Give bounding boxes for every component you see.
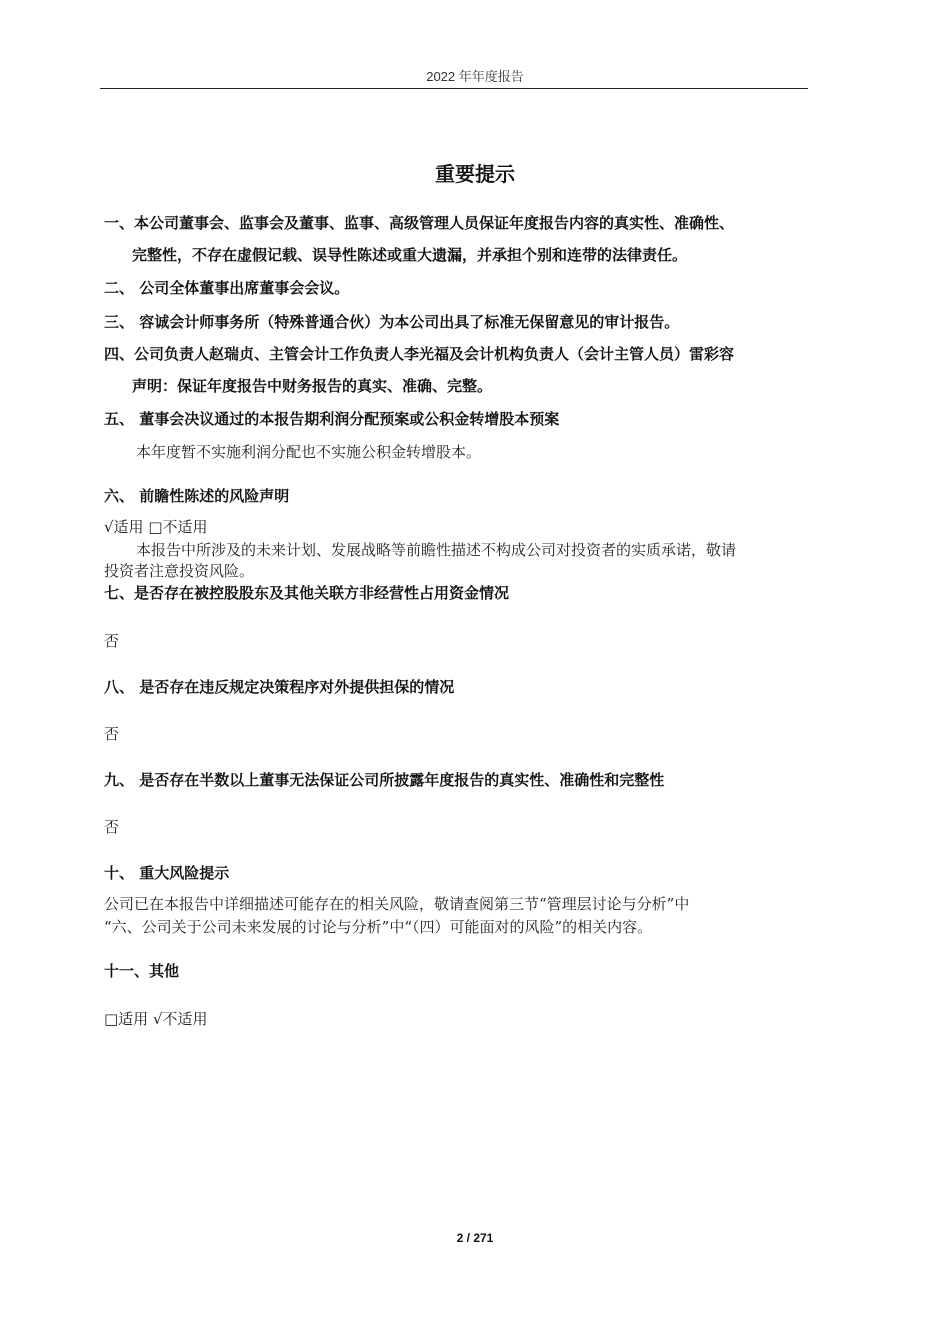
item-10-body-line-1: 公司已在本报告中详细描述可能存在的相关风险，敬请查阅第三节“管理层讨论与分析”中 bbox=[104, 895, 690, 913]
item-4-line-2: 声明：保证年度报告中财务报告的真实、准确、完整。 bbox=[132, 377, 493, 395]
running-header: 2022 年年度报告 bbox=[426, 69, 524, 84]
header-rule bbox=[100, 88, 808, 89]
item-5: 五、 董事会决议通过的本报告期利润分配预案或公积金转增股本预案 bbox=[104, 410, 560, 428]
item-8: 八、 是否存在违反规定决策程序对外提供担保的情况 bbox=[104, 678, 455, 696]
item-6: 六、 前瞻性陈述的风险声明 bbox=[104, 487, 290, 505]
item-11: 十一、其他 bbox=[104, 962, 180, 980]
item-1-line-2: 完整性，不存在虚假记载、误导性陈述或重大遗漏，并承担个别和连带的法律责任。 bbox=[132, 246, 688, 264]
item-6-checkbox-line: √适用 □不适用 bbox=[104, 518, 208, 536]
item-7-answer: 否 bbox=[104, 632, 120, 650]
page-number: 2 / 271 bbox=[456, 1231, 494, 1245]
item-10: 十、 重大风险提示 bbox=[104, 864, 230, 882]
item-10-body-line-2: “六、公司关于公司未来发展的讨论与分析”中“（四）可能面对的风险”的相关内容。 bbox=[104, 918, 653, 936]
item-5-body: 本年度暂不实施利润分配也不实施公积金转增股本。 bbox=[136, 443, 482, 461]
item-8-answer: 否 bbox=[104, 725, 120, 743]
item-6-body-line-2: 投资者注意投资风险。 bbox=[104, 562, 255, 580]
item-9-answer: 否 bbox=[104, 818, 120, 836]
item-4-line-1: 四、公司负责人赵瑞贞、主管会计工作负责人李光福及会计机构负责人（会计主管人员）雷彩容 bbox=[104, 345, 735, 363]
item-3: 三、 容诚会计师事务所（特殊普通合伙）为本公司出具了标准无保留意见的审计报告。 bbox=[104, 313, 680, 331]
item-6-body-line-1: 本报告中所涉及的未来计划、发展战略等前瞻性描述不构成公司对投资者的实质承诺，敬请 bbox=[136, 541, 737, 559]
item-11-checkbox-line: □适用 √不适用 bbox=[104, 1010, 208, 1028]
item-9: 九、 是否存在半数以上董事无法保证公司所披露年度报告的真实性、准确性和完整性 bbox=[104, 771, 665, 789]
item-2: 二、 公司全体董事出席董事会会议。 bbox=[104, 279, 350, 297]
item-1-line-1: 一、本公司董事会、监事会及董事、监事、高级管理人员保证年度报告内容的真实性、准确性、 bbox=[104, 214, 735, 232]
page-title: 重要提示 bbox=[435, 162, 515, 186]
item-7: 七、是否存在被控股股东及其他关联方非经营性占用资金情况 bbox=[104, 584, 510, 602]
